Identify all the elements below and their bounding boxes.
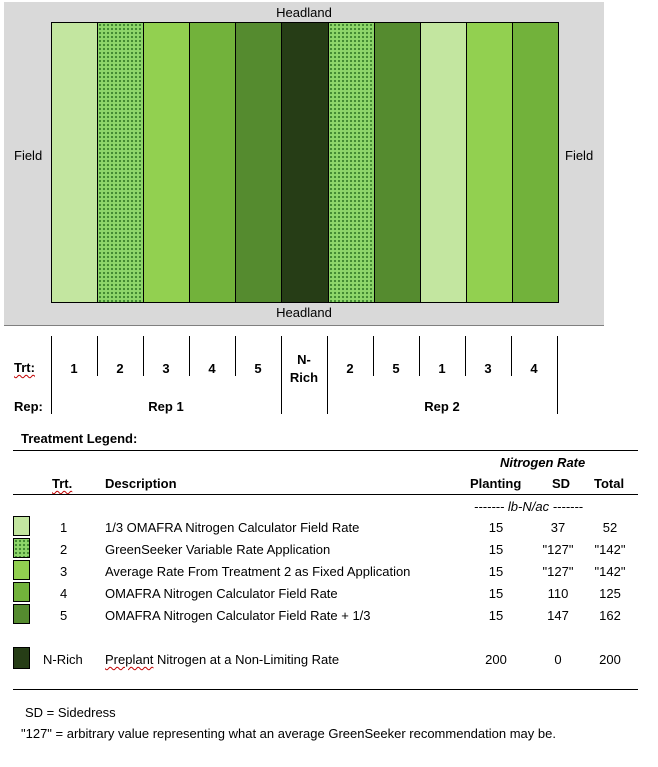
nrich-description: Preplant Nitrogen at a Non-Limiting Rate bbox=[105, 652, 340, 667]
trt-value: 1 bbox=[70, 361, 78, 376]
plot-strip bbox=[236, 23, 282, 302]
nitrogen-rate-header: Nitrogen Rate bbox=[500, 455, 586, 470]
rep-row-label: Rep: bbox=[14, 399, 43, 414]
headland-bottom-label: Headland bbox=[276, 305, 332, 320]
rep1-label: Rep 1 bbox=[148, 399, 184, 414]
col-trt-header: Trt. bbox=[52, 476, 73, 491]
nrich-trt: N-Rich bbox=[43, 652, 83, 667]
legend-header-rule bbox=[13, 494, 638, 495]
legend-sd: "127" bbox=[542, 564, 574, 579]
col-description-header: Description bbox=[105, 476, 177, 491]
plot-strip bbox=[513, 23, 558, 302]
plot-strip bbox=[190, 23, 236, 302]
footnote-sd: SD = Sidedress bbox=[25, 705, 116, 720]
column-divider bbox=[465, 336, 466, 376]
legend-top-rule bbox=[13, 450, 638, 451]
col-total-header: Total bbox=[594, 476, 625, 491]
legend-total: "142" bbox=[594, 564, 626, 579]
column-divider bbox=[419, 336, 420, 376]
nrich-total: 200 bbox=[599, 652, 621, 667]
legend-description: 1/3 OMAFRA Nitrogen Calculator Field Rate bbox=[105, 520, 360, 535]
legend-swatch bbox=[13, 560, 30, 580]
column-divider bbox=[511, 336, 512, 376]
field-left-label: Field bbox=[14, 148, 43, 163]
trt-value: 3 bbox=[162, 361, 170, 376]
legend-description: OMAFRA Nitrogen Calculator Field Rate + 1/3 bbox=[105, 608, 371, 623]
plot-strip bbox=[282, 23, 328, 302]
plot-strip bbox=[52, 23, 98, 302]
legend-swatch-nrich bbox=[13, 647, 30, 669]
col-sd-header: SD bbox=[552, 476, 571, 491]
trt-value: 4 bbox=[530, 361, 538, 376]
plot-strip bbox=[329, 23, 375, 302]
column-divider bbox=[143, 336, 144, 376]
legend-swatch bbox=[13, 604, 30, 624]
legend-description: OMAFRA Nitrogen Calculator Field Rate bbox=[105, 586, 338, 601]
plot-strip bbox=[98, 23, 144, 302]
legend-trt: 2 bbox=[60, 542, 68, 557]
legend-planting: 15 bbox=[488, 586, 504, 601]
trt-value: 5 bbox=[392, 361, 400, 376]
column-divider bbox=[97, 336, 98, 376]
trt-row-label: Trt: bbox=[14, 360, 35, 375]
legend-title: Treatment Legend: bbox=[21, 431, 138, 446]
legend-total: 125 bbox=[599, 586, 621, 601]
legend-sd: 147 bbox=[547, 608, 569, 623]
legend-sd: "127" bbox=[542, 542, 574, 557]
nrich-planting: 200 bbox=[485, 652, 507, 667]
plot-strips bbox=[51, 22, 559, 303]
legend-trt: 1 bbox=[60, 520, 68, 535]
legend-total: 162 bbox=[599, 608, 621, 623]
trt-value: 2 bbox=[116, 361, 124, 376]
column-divider bbox=[557, 336, 558, 414]
plot-strip bbox=[421, 23, 467, 302]
legend-trt: 3 bbox=[60, 564, 68, 579]
headland-top-label: Headland bbox=[276, 5, 332, 20]
legend-planting: 15 bbox=[488, 608, 504, 623]
legend-swatch bbox=[13, 582, 30, 602]
legend-description: GreenSeeker Variable Rate Application bbox=[105, 542, 331, 557]
legend-trt: 5 bbox=[60, 608, 68, 623]
trt-value: 2 bbox=[346, 361, 354, 376]
legend-sd: 37 bbox=[550, 520, 566, 535]
legend-swatch bbox=[13, 516, 30, 536]
column-divider bbox=[373, 336, 374, 376]
legend-total: 52 bbox=[602, 520, 618, 535]
legend-trt: 4 bbox=[60, 586, 68, 601]
plot-strip bbox=[144, 23, 190, 302]
rep2-label: Rep 2 bbox=[424, 399, 460, 414]
legend-bottom-rule bbox=[13, 689, 638, 690]
legend-description: Average Rate From Treatment 2 as Fixed Application bbox=[105, 564, 411, 579]
legend-total: "142" bbox=[594, 542, 626, 557]
trt-value: 5 bbox=[254, 361, 262, 376]
legend-sd: 110 bbox=[547, 586, 569, 601]
field-right-label: Field bbox=[565, 148, 594, 163]
nrich-sd: 0 bbox=[554, 652, 562, 667]
legend-planting: 15 bbox=[488, 542, 504, 557]
column-divider bbox=[235, 336, 236, 376]
footnote-arbitrary: "127" = arbitrary value representing what an average GreenSeeker recommendation may be. bbox=[21, 726, 556, 741]
plot-strip bbox=[375, 23, 421, 302]
trt-value: 1 bbox=[438, 361, 446, 376]
legend-planting: 15 bbox=[488, 520, 504, 535]
plot-strip bbox=[467, 23, 513, 302]
trt-value: 3 bbox=[484, 361, 492, 376]
col-planting-header: Planting bbox=[470, 476, 522, 491]
column-divider bbox=[281, 336, 282, 414]
legend-planting: 15 bbox=[488, 564, 504, 579]
units-label: ------- lb-N/ac ------- bbox=[474, 499, 584, 514]
column-divider bbox=[189, 336, 190, 376]
legend-swatch bbox=[13, 538, 30, 558]
trt-value: 4 bbox=[208, 361, 216, 376]
trt-value: N- Rich bbox=[289, 352, 319, 385]
